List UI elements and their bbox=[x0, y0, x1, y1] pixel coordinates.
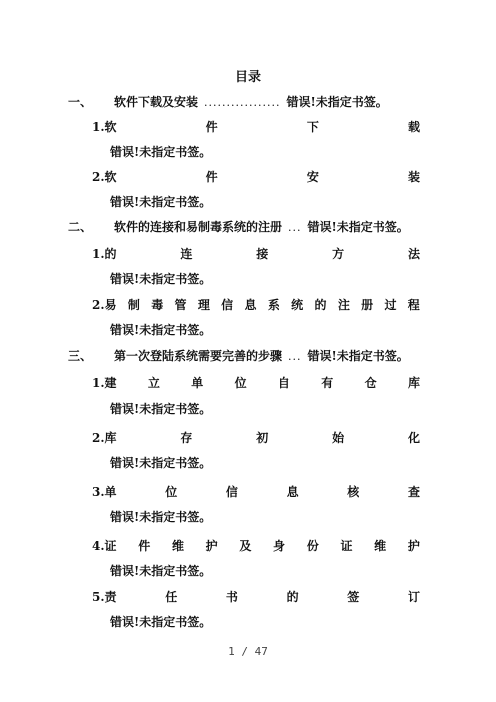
bookmark-error: 错误!未指定书签。 bbox=[110, 510, 212, 524]
toc-item-3-5[interactable] bbox=[92, 588, 420, 606]
item-char: 身 bbox=[273, 539, 286, 553]
item-char: 过 bbox=[384, 298, 397, 312]
item-char: 护 bbox=[205, 539, 218, 553]
item-char: 安 bbox=[306, 170, 319, 184]
item-char: 自 bbox=[277, 376, 290, 390]
section-number: 一、 bbox=[68, 95, 93, 109]
item-char: 证 bbox=[340, 539, 353, 553]
item-char: 件 bbox=[205, 120, 218, 134]
bookmark-error: 错误!未指定书签。 bbox=[110, 456, 212, 470]
item-char: 信 bbox=[221, 298, 234, 312]
item-char: 立 bbox=[147, 376, 160, 390]
item-char: 接 bbox=[256, 247, 269, 261]
item-char: 息 bbox=[244, 298, 257, 312]
bookmark-error: 错误!未指定书签。 bbox=[110, 564, 212, 578]
item-char: 件 bbox=[205, 170, 218, 184]
item-char: 查 bbox=[407, 485, 420, 499]
bookmark-error: 错误!未指定书签。 bbox=[110, 195, 212, 209]
item-char: 管 bbox=[174, 298, 187, 312]
item-char: 任 bbox=[165, 590, 178, 604]
item-char: 位 bbox=[165, 485, 178, 499]
item-char: 1.建 bbox=[92, 376, 117, 390]
item-char: 书 bbox=[225, 590, 238, 604]
item-char: 有 bbox=[321, 376, 334, 390]
item-char: 2.库 bbox=[92, 431, 117, 445]
section-number: 三、 bbox=[68, 349, 93, 363]
item-char: 册 bbox=[361, 298, 374, 312]
toc-item-3-3[interactable] bbox=[92, 483, 420, 501]
item-char: 5.责 bbox=[92, 590, 117, 604]
item-char: 件 bbox=[138, 539, 151, 553]
toc-section-2[interactable] bbox=[68, 218, 428, 236]
item-char: 4.证 bbox=[92, 539, 117, 553]
bookmark-error: 错误!未指定书签。 bbox=[110, 615, 212, 629]
leader-dots: ................. bbox=[204, 96, 281, 109]
bookmark-error: 错误!未指定书签。 bbox=[307, 349, 409, 363]
item-char: 注 bbox=[337, 298, 350, 312]
item-char: 库 bbox=[407, 376, 420, 390]
item-char: 订 bbox=[407, 590, 420, 604]
item-char: 核 bbox=[347, 485, 360, 499]
item-char: 2.软 bbox=[92, 170, 117, 184]
item-char: 仓 bbox=[364, 376, 377, 390]
item-char: 1.软 bbox=[92, 120, 117, 134]
item-char: 存 bbox=[180, 431, 193, 445]
item-char: 理 bbox=[197, 298, 210, 312]
item-char: 护 bbox=[407, 539, 420, 553]
item-char: 的 bbox=[286, 590, 299, 604]
section-title: 软件的连接和易制毒系统的注册 bbox=[114, 220, 283, 234]
bookmark-error: 错误!未指定书签。 bbox=[110, 402, 212, 416]
item-char: 连 bbox=[180, 247, 193, 261]
item-char: 维 bbox=[374, 539, 387, 553]
item-char: 程 bbox=[407, 298, 420, 312]
toc-item-3-2[interactable] bbox=[92, 429, 420, 447]
bookmark-error: 错误!未指定书签。 bbox=[307, 220, 409, 234]
item-char: 装 bbox=[407, 170, 420, 184]
item-char: 息 bbox=[286, 485, 299, 499]
toc-item-2-2[interactable] bbox=[92, 296, 420, 314]
item-char: 的 bbox=[314, 298, 327, 312]
toc-item-1-1[interactable] bbox=[92, 118, 420, 136]
item-char: 毒 bbox=[151, 298, 164, 312]
item-char: 及 bbox=[239, 539, 252, 553]
bookmark-error: 错误!未指定书签。 bbox=[110, 272, 212, 286]
toc-section-1[interactable] bbox=[68, 93, 428, 111]
section-title: 第一次登陆系统需要完善的步骤 bbox=[114, 349, 283, 363]
item-char: 制 bbox=[127, 298, 140, 312]
item-char: 单 bbox=[191, 376, 204, 390]
leader-dots: ... bbox=[288, 350, 302, 363]
item-char: 初 bbox=[256, 431, 269, 445]
item-char: 位 bbox=[234, 376, 247, 390]
section-title: 软件下载及安装 bbox=[114, 95, 199, 109]
leader-dots: ... bbox=[288, 221, 302, 234]
item-char: 法 bbox=[407, 247, 420, 261]
item-char: 统 bbox=[291, 298, 304, 312]
item-char: 下 bbox=[306, 120, 319, 134]
section-number: 二、 bbox=[68, 220, 93, 234]
toc-item-1-2[interactable] bbox=[92, 168, 420, 186]
bookmark-error: 错误!未指定书签。 bbox=[286, 95, 388, 109]
item-char: 签 bbox=[347, 590, 360, 604]
bookmark-error: 错误!未指定书签。 bbox=[110, 323, 212, 337]
item-char: 化 bbox=[407, 431, 420, 445]
item-char: 2.易 bbox=[92, 298, 117, 312]
item-char: 系 bbox=[267, 298, 280, 312]
toc-title: 目录 bbox=[234, 70, 261, 85]
item-char: 方 bbox=[332, 247, 345, 261]
toc-item-3-1[interactable] bbox=[92, 374, 420, 392]
toc-item-2-1[interactable] bbox=[92, 245, 420, 263]
toc-section-3[interactable] bbox=[68, 347, 428, 365]
item-char: 始 bbox=[332, 431, 345, 445]
page-indicator: 1 / 47 bbox=[228, 645, 268, 658]
toc-item-3-4[interactable] bbox=[92, 537, 420, 555]
item-char: 信 bbox=[225, 485, 238, 499]
item-char: 份 bbox=[306, 539, 319, 553]
item-char: 1.的 bbox=[92, 247, 117, 261]
item-char: 维 bbox=[171, 539, 184, 553]
item-char: 3.单 bbox=[92, 485, 117, 499]
item-char: 载 bbox=[407, 120, 420, 134]
bookmark-error: 错误!未指定书签。 bbox=[110, 145, 212, 159]
